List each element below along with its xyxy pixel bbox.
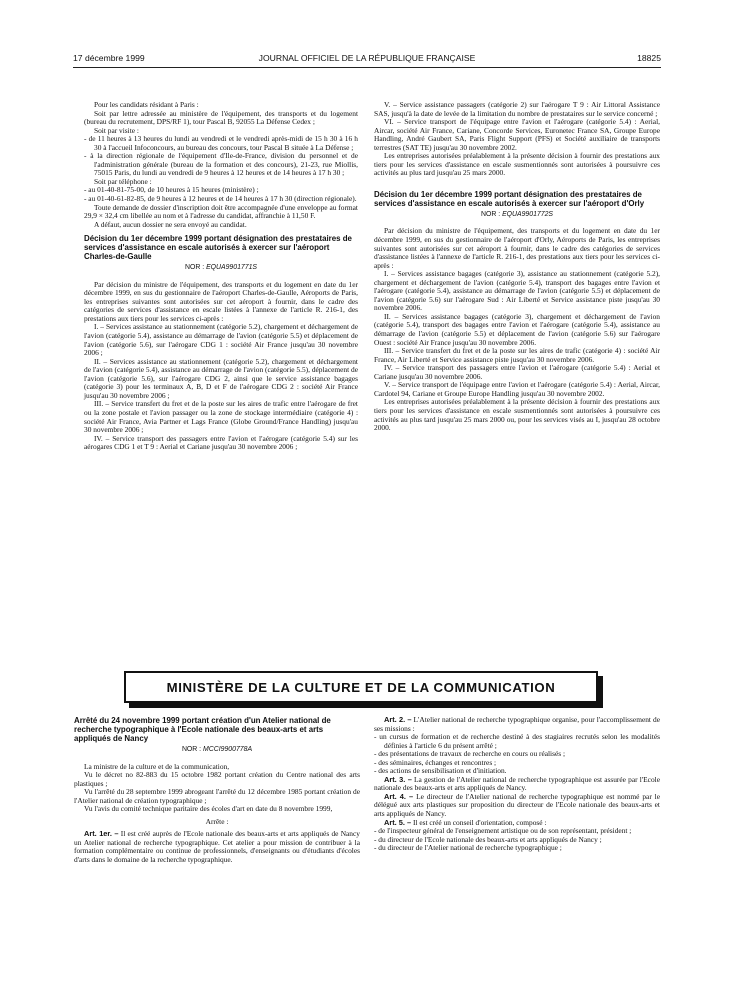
ministry-banner — [124, 671, 598, 703]
nor-reference: NOR : EQUA9901771S — [184, 264, 258, 272]
paragraph: Pour les candidats résidant à Paris : — [94, 100, 199, 109]
list-item: - un cursus de formation et de recherche destiné à des stagiaires recrutés selon les modalités définies à l'article 6 du présent arrêté ; — [374, 732, 660, 750]
paragraph: I. – Services assistance au stationnement (catégorie 5.2), chargement et déchargement de l'avion (catégorie 5.4), assistance au démarrage de l'avion (catégorie 5.5) et déplacement de l'avion (catégorie 5.6), sur l'aérogare CDG 1 : société Air France jusqu'au 30 novembre 2006 ; — [84, 322, 358, 358]
list-item: - au 01-40-81-75-00, de 10 heures à 15 heures (ministère) ; — [84, 185, 259, 195]
list-item: - des séminaires, échanges et rencontres ; — [374, 757, 497, 767]
article-5: Art. 5. – Il est créé un conseil d'orientation, composé : — [384, 817, 547, 827]
decision-title-orly: Décision du 1er décembre 1999 portant désignation des prestataires de services d'assistance en escale autorisés à exercer sur l'aéroport d'Orly — [374, 189, 645, 208]
paragraph: A défaut, aucun dossier ne sera envoyé au candidat. — [94, 219, 247, 229]
nor-reference: NOR : MCCI9900778A — [181, 746, 253, 753]
list-item: - au 01-40-61-82-85, de 9 heures à 12 heures et de 14 heures à 17 h 30 (direction régionale). — [84, 194, 357, 204]
paragraph: V. – Service assistance passagers (catégorie 2) sur l'aérogare T 9 : Air Littoral Assistance SAS, jusqu'à la date de levée de la limitation du nombre de prestataires sur le service concerné ; — [374, 100, 660, 118]
paragraph: Soit par lettre adressée au ministère de l'équipement, des transports et du logement (bureau du recrutement, DPS/RF 1), tour Pascal B, 92055 La Défense Cedex ; — [84, 108, 358, 127]
paragraph: Vu l'avis du comité technique paritaire des écoles d'art en date du 8 novembre 1999, — [84, 804, 333, 814]
nor-reference: NOR : EQUA9901772S — [480, 210, 554, 218]
journal-title: JOURNAL OFFICIEL DE LA RÉPUBLIQUE FRANÇAISE — [258, 53, 476, 63]
right-column-top — [374, 101, 660, 433]
paragraph: Vu le décret no 82-883 du 15 octobre 1982 portant création du Centre national des arts plastiques ; — [74, 770, 360, 788]
paragraph: IV. – Service transport des passagers entre l'avion et l'aérogare (catégorie 5.4) sur les aérogares CDG 1 et T 9 : Aerial et Cariane jusqu'au 30 novembre 2006 ; — [84, 433, 358, 452]
header-date: 17 décembre 1999 — [73, 53, 145, 63]
paragraph: V. – Service transport de l'équipage entre l'avion et l'aérogare (catégorie 5.4) : Aerial, Aircar, Cardotel 94, Cariane et Groupe Europe Handling jusqu'au 30 novembre 2002. — [374, 380, 660, 398]
article-1: Art. 1er. – Il est créé auprès de l'Ecole nationale des beaux-arts et arts appliqués de Nancy un Atelier national de recherche typographique. Cet atelier a pour mission de contribuer à la formation complémentaire ou continue de professionnels, d'enseignants ou d'étudiants d'écoles d'arts dans le domaine de la recherche typographique. — [74, 829, 360, 865]
paragraph: II. – Services assistance bagages (catégorie 3), chargement et déchargement de l'avion (catégorie 5.4), transport des bagages entre l'avion et l'aérogare (catégorie 5.4), assistance au démarrage de l'avion (catégorie 5.5) et déplacement de l'avion (catégorie 5.6) sur l'aérogare Ouest : société Air France jusqu'au 30 novembre 2006. — [374, 311, 660, 347]
paragraph: Soit par téléphone : — [94, 176, 152, 186]
page-number: 18825 — [637, 53, 661, 63]
paragraph: III. – Service transfert du fret et de la poste sur les aires de trafic entre l'aérogare de fret ou la zone postale et l'avion passager ou la zone de stockage intermédiaire (catégorie 4) : société Air France, Avia Partner et Lags France (Globe Ground/France Handling) jusqu'au 30 novembre 2006 ; — [84, 399, 358, 435]
header-rule — [73, 67, 661, 68]
paragraph: IV. – Service transport des passagers entre l'avion et l'aérogare (catégorie 5.4) : Aerial et Cariane jusqu'au 30 novembre 2006. — [374, 363, 660, 381]
list-item: - des présentations de travaux de recherche en cours ou réalisés ; — [374, 749, 566, 759]
paragraph: Les entreprises autorisées préalablement à la présente décision à fournir des prestations aux tiers pour les services d'assistance en escale susmentionnés sont autorisées à poursuivre ces activités au plus tard jusqu'au 25 mars 2000 ou, pour les services visés au I, jusqu'au 28 octobre 2000. — [374, 397, 660, 433]
ministry-banner-text: MINISTÈRE DE LA CULTURE ET DE LA COMMUNICATION — [166, 679, 556, 695]
list-item: - du directeur de l'Ecole nationale des beaux-arts et arts appliqués de Nancy ; — [374, 834, 602, 844]
decision-title-cdg: Décision du 1er décembre 1999 portant désignation des prestataires de services d'assistance en escale autorisés à exercer sur l'aéroport Charles-de-Gaulle — [84, 234, 352, 262]
list-item: - à la direction régionale de l'équipement d'Ile-de-France, division du personnel et de l'administration générale (bureau de la formation et des concours), 21-23, rue Miollis, 75015 Paris, du lundi au vendredi de 9 heures à 12 heures et de 14 heures à 17 h 30 ; — [84, 151, 358, 178]
article-2: Art. 2. – L'Atelier national de recherche typographique organise, pour l'accomplissement de ses missions : — [374, 715, 660, 733]
paragraph: Soit par visite : — [94, 125, 139, 135]
article-3: Art. 3. – La gestion de l'Atelier national de recherche typographique est assurée par l'Ecole nationale des beaux-arts et arts appliqués de Nancy. — [374, 774, 660, 793]
paragraph: VI. – Service transport de l'équipage entre l'avion et l'aérogare (catégorie 5.4) : Aerial, Aircar, société Air France, Cariane, Concorde Services, Euronetec France SA, Groupe Europe Handling, André Gaubert SA, Paris Flight Support (PFS) et Société auxiliaire de transports terrestres (SAT TE) jusqu'au 30 novembre 2002. — [374, 117, 660, 152]
list-item: - de l'inspecteur général de l'enseignement artistique ou de son représentant, président ; — [374, 826, 632, 836]
page-header — [73, 53, 661, 67]
paragraph: Toute demande de dossier d'inscription doit être accompagnée d'une enveloppe au format 29,9 × 32,4 cm libellée au nom et à l'adresse du candidat, affranchie à 11,50 F. — [84, 202, 358, 221]
paragraph: II. – Services assistance au stationnement (catégorie 5.2), chargement et déchargement de l'avion (catégorie 5.4), assistance au démarrage de l'avion (catégorie 5.5), déplacement de l'avion (catégorie 5.6), sur l'aérogare CDG 2, ainsi que le service assistance bagages (catégorie 3) pour les terminaux A, B, D et F de l'aérogare CDG 2 : société Air France jusqu'au 30 novembre 2006 ; — [84, 356, 358, 400]
arrete-title: Arrêté du 24 novembre 1999 portant création d'un Atelier national de recherche typographique à l'Ecole nationale des beaux-arts et arts appliqués de Nancy — [74, 716, 331, 743]
left-column-top — [84, 101, 358, 452]
arrete-heading: Arrête : — [205, 816, 229, 826]
paragraph: I. – Services assistance bagages (catégorie 3), assistance au stationnement (catégorie 5.2), chargement et déchargement de l'avion (catégorie 5.4), transport des bagages entre l'avion et l'aérogare (catégorie 5.4), assistance au démarrage de l'avion (catégorie 5.5) et déplacement de l'avion (catégorie 5.6) sur l'aérogare Sud : Air Liberté et Service assistance piste jusqu'au 30 novembre 2006. — [374, 269, 660, 313]
paragraph: Vu l'arrêté du 28 septembre 1999 abrogeant l'arrêté du 12 décembre 1985 portant création de l'Atelier national de création typographique ; — [74, 787, 360, 805]
left-column-bottom — [74, 716, 360, 865]
paragraph: Les entreprises autorisées préalablement à la présente décision à fournir des prestations aux tiers pour les services d'assistance en escale susmentionnés sont autorisées à poursuivre ces activités au plus tard jusqu'au 25 mars 2000. — [374, 151, 660, 178]
paragraph: La ministre de la culture et de la communication, — [84, 761, 230, 771]
paragraph: Par décision du ministre de l'équipement, des transports et du logement en date du 1er décembre 1999, en sus du gestionnaire de l'aéroport d'Orly, Aéroports de Paris, les entreprises suivantes sont autorisées sur cet aéroport à fournir, dans le cadre des catégories de services d'assistance listées à l'annexe de l'article R. 216-1, des prestations aux tiers pour les services ci-après : — [374, 226, 660, 270]
list-item: - du directeur de l'Atelier national de recherche typographique ; — [374, 843, 562, 853]
list-item: - des actions de sensibilisation et d'initiation. — [374, 766, 507, 776]
article-4: Art. 4. – Le directeur de l'Atelier national de recherche typographique est nommé par le délégué aux arts plastiques sur proposition du directeur de l'Ecole nationale des beaux-arts et arts appliqués de Nancy. — [374, 791, 660, 819]
paragraph: Par décision du ministre de l'équipement, des transports et du logement en date du 1er décembre 1999, en sus du gestionnaire de l'aéroport Charles-de-Gaulle, Aéroports de Paris, les entreprises suivantes sont autorisées sur cet aéroport à fournir, dans le cadre des catégories de services d'assistance en escale listées à l'annexe de l'article R. 216-1, des prestations aux tiers pour les services ci-après : — [84, 279, 358, 323]
right-column-bottom — [374, 716, 660, 853]
list-item: - de 11 heures à 13 heures du lundi au vendredi et le vendredi après-midi de 15 h 30 à 16 h 30 à l'accueil Infoconcours, au bureau des concours, tour Pascal B située à La Défense ; — [84, 134, 358, 152]
paragraph: III. – Service transfert du fret et de la poste sur les aires de trafic (catégorie 4) : société Air France, Air Liberté et Service assistance piste jusqu'au 30 novembre 2006. — [374, 346, 660, 364]
